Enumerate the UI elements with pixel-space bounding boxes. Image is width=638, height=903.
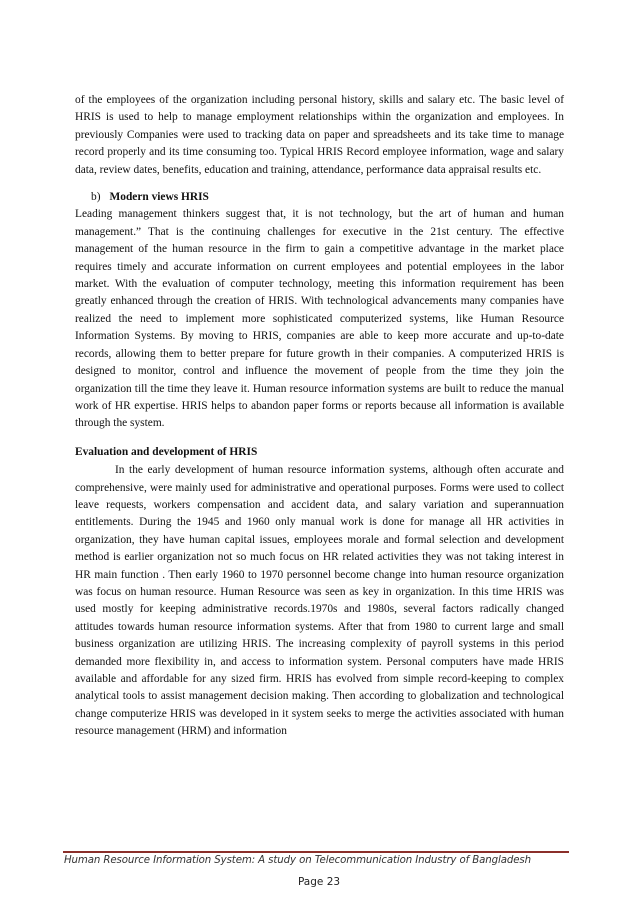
footer-rule [63, 851, 569, 853]
list-marker: b) [91, 191, 101, 204]
evaluation-paragraph: In the early development of human resource information systems, although often accurate and comprehensive, were mainly used for administrative and operational purposes. Forms were used to collect leave requests, workers compensation and accident data, and salary variation and superannuation entitlements. During the 1945 and 1960 only manual work is done for manage all HR activities in organization, they have human capital issues, employees morale and formal selection and development method is earlier organization not so much focus on HR related activities they was not taking interest in HR main function . Then early 1960 to 1970 personnel become change into human resource organization was focus on human resource. Human Resource was seen as key in organization. In this time HRIS was used mostly for keeping administrative records.1970s and 1980s, several factors radically changed attitudes towards human resource information systems. After that from 1980 to current large and small business organization are utilizing HRIS. The increasing complexity of payroll systems in this period demanded more flexibility in, and access to information system. Personal computers have made HRIS available and affordable for any sized firm. HRIS has evolved from simple record-keeping to complex analytical tools to assist management decision making. Then according to globalization and technological change computerize HRIS was developed in it system seeks to merge the activities associated with human resource management (HRM) and information [75, 464, 564, 738]
page-body [75, 92, 564, 741]
footer-title: Human Resource Information System: A study on Telecommunication Industry of Bangladesh [64, 855, 531, 866]
modern-views-paragraph: Leading management thinkers suggest that, it is not technology, but the art of human and human management.” That is the continuing challenges for executive in the 21st century. The effective management of the human resource in the firm to gain a competitive advantage in the market place requires timely and accurate information on current employees and potential employees in the labor market. With the evaluation of computer technology, meeting this information requirement has been greatly enhanced through the creation of HRIS. With technological advancements many companies have realized the need to implement more sophisticated computerized systems, like Human Resource Information Systems. By moving to HRIS, companies are able to keep more accurate and up-to-date records, allowing them to better prepare for future growth in their companies. A computerized HRIS is designed to monitor, control and influence the movement of people from the time they join the organization till the time they leave it. Human resource information systems are built to reduce the manual work of HR expertise. HRIS helps to abandon paper forms or reports because all information is available through the system. [75, 208, 564, 430]
evaluation-heading: Evaluation and development of HRIS [75, 445, 258, 458]
intro-paragraph: of the employees of the organization including personal history, skills and salary etc. The basic level of HRIS is used to help to manage employment relationships within the organization and employees. In previously Companies were used to tracking data on paper and spreadsheets and its take time to manage record properly and its time consuming too. Typical HRIS Record employee information, wage and salary data, review dates, benefits, education and training, attendance, performance data appraisal results etc. [75, 94, 564, 176]
modern-views-title: Modern views HRIS [109, 191, 209, 204]
modern-views-heading [75, 189, 564, 206]
page-number: Page 23 [297, 876, 341, 888]
